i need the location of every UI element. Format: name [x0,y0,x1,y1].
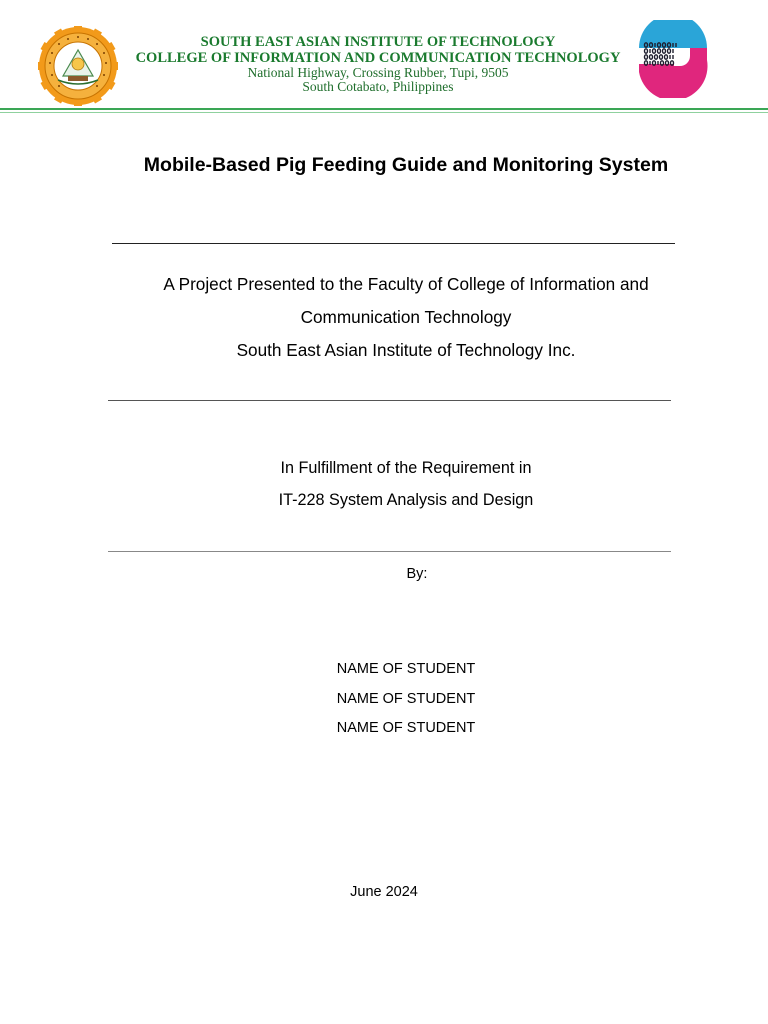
presented-line-3: South East Asian Institute of Technology Inc. [236,340,576,360]
presented-line-1: A Project Presented to the Faculty of College of Information and [163,274,649,294]
fulfillment-line-2: IT-228 System Analysis and Design [278,491,534,509]
by-label: By: [406,566,428,582]
institute-seal-icon [38,26,118,106]
section-divider [108,551,671,552]
title-divider [112,243,675,244]
section-divider [108,400,671,401]
presented-line-2: Communication Technology [300,307,512,327]
college-name: COLLEGE OF INFORMATION AND COMMUNICATION TECHNOLOGY [135,50,621,66]
submission-date: June 2024 [350,884,418,900]
student-name: NAME OF STUDENT [336,720,476,736]
student-name: NAME OF STUDENT [336,690,476,707]
document-title: Mobile-Based Pig Feeding Guide and Monitoring System [143,154,669,176]
college-logo-icon [634,20,712,98]
fulfillment-statement [0,452,768,516]
fulfillment-line-1: In Fulfillment of the Requirement in [280,459,532,477]
presentation-statement [0,268,768,367]
institute-name: SOUTH EAST ASIAN INSTITUTE OF TECHNOLOGY [200,34,556,50]
college-logo [634,20,712,98]
address-line-2: South Cotabato, Philippines [302,79,454,94]
student-name: NAME OF STUDENT [336,661,476,677]
header-divider-thin [0,112,768,113]
institution-header [120,34,636,94]
institute-seal [38,26,118,106]
address-line-1: National Highway, Crossing Rubber, Tupi, 9505 [247,65,509,80]
student-list [0,655,768,744]
header-divider [0,108,768,110]
